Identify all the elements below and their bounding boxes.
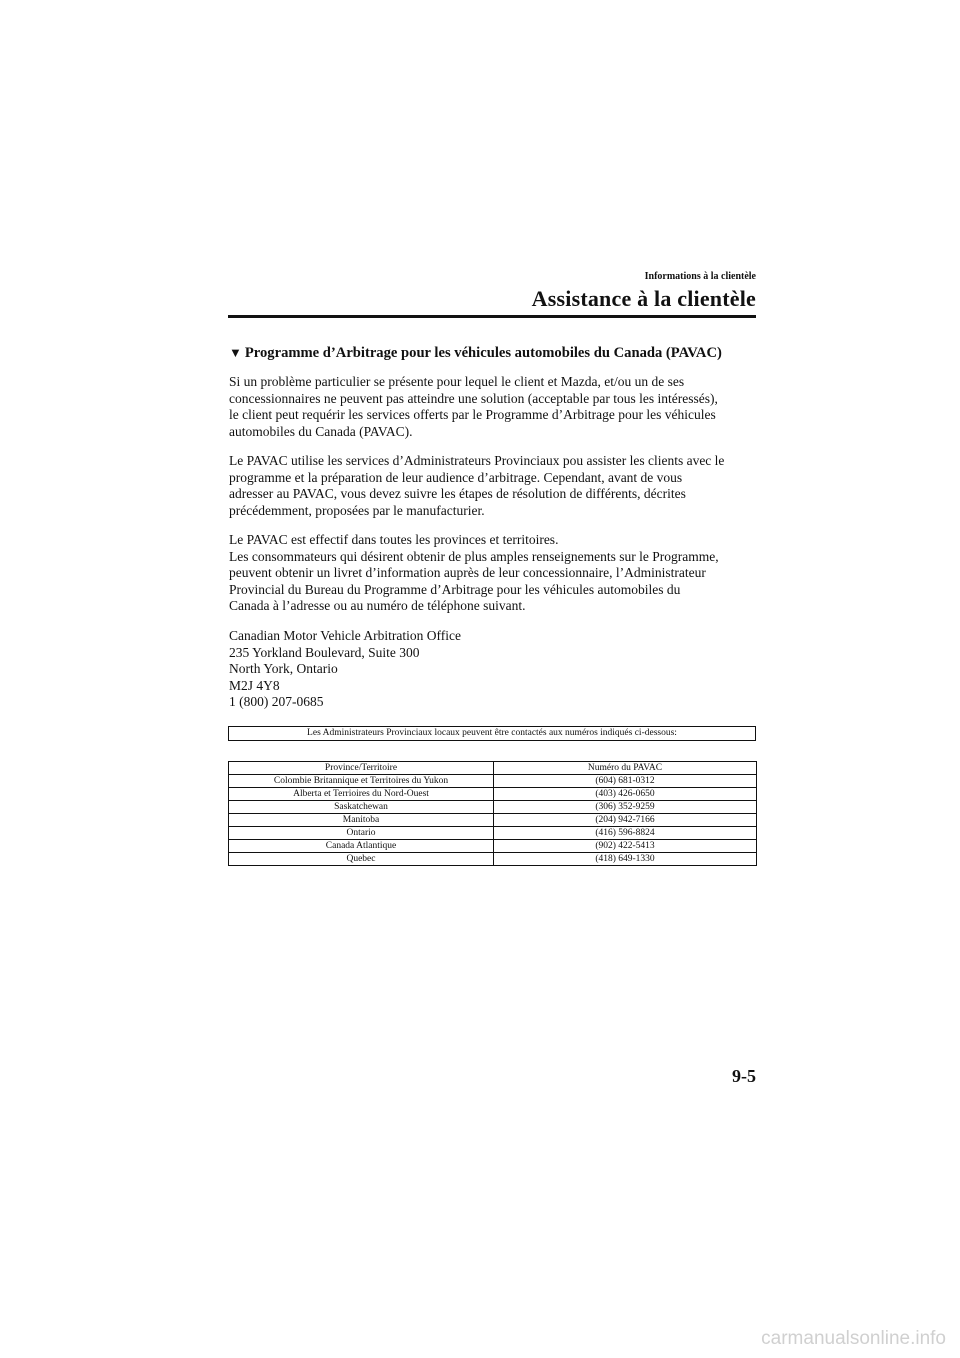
address-line: 235 Yorkland Boulevard, Suite 300 (229, 644, 420, 660)
triangle-marker-icon: ▼ (229, 345, 242, 360)
table-header-row (229, 762, 757, 775)
chapter-title: Assistance à la clientèle (531, 286, 756, 311)
text-line: concessionnaires ne peuvent pas atteindre une solution (acceptable par tous les intéressés), (229, 390, 718, 406)
phone-cell: (403) 426-0650 (494, 788, 757, 801)
paragraph-administrators (229, 453, 759, 519)
phone-cell: (902) 422-5413 (494, 840, 757, 853)
phone-cell: (416) 596-8824 (494, 827, 757, 840)
address-line: Canadian Motor Vehicle Arbitration Office (229, 628, 461, 643)
phone-cell: (204) 942-7166 (494, 814, 757, 827)
column-header-number: Numéro du PAVAC (494, 762, 757, 775)
text-line: programme et la préparation de leur audience d’arbitrage. Cependant, avant de vous (229, 469, 683, 485)
column-header-province: Province/Territoire (229, 762, 494, 775)
phone-line: 1 (800) 207-0685 (229, 694, 324, 710)
province-cell: Alberta et Terrioires du Nord-Ouest (229, 788, 494, 801)
text-line: automobiles du Canada (PAVAC). (229, 423, 413, 439)
province-cell: Colombie Britannique et Territoires du Yukon (229, 775, 494, 788)
text-line: adresser au PAVAC, vous devez suivre les étapes de résolution de différents, décrites (229, 486, 686, 502)
phone-cell: (306) 352-9259 (494, 801, 757, 814)
paragraph-info (229, 532, 759, 615)
province-cell: Ontario (229, 827, 494, 840)
text-line: précédemment, proposées par le manufacturier. (229, 502, 485, 518)
table-row (229, 827, 757, 840)
table-row (229, 840, 757, 853)
watermark: carmanualsonline.info (761, 1328, 946, 1349)
office-address (229, 628, 759, 711)
province-cell: Quebec (229, 853, 494, 866)
province-cell: Manitoba (229, 814, 494, 827)
text-line: peuvent obtenir un livret d’information auprès de leur concessionnaire, l’Administrateur (229, 565, 706, 581)
page-number: 9-5 (732, 1066, 756, 1086)
section-heading-text: Programme d’Arbitrage pour les véhicules automobiles du Canada (PAVAC) (244, 345, 722, 361)
text-line: Canada à l’adresse ou au numéro de téléphone suivant. (229, 598, 526, 614)
address-line: North York, Ontario (229, 661, 338, 677)
provincial-contacts-table (228, 761, 757, 866)
text-line: Si un problème particulier se présente pour lequel le client et Mazda, et/ou un de ses (229, 374, 685, 389)
table-row (229, 801, 757, 814)
text-line: Provincial du Bureau du Programme d’Arbitrage pour les véhicules automobiles du (229, 581, 681, 597)
address-line: M2J 4Y8 (229, 677, 280, 693)
text-line: Le PAVAC utilise les services d’Administrateurs Provinciaux pou assister les clients avec le (229, 453, 725, 468)
phone-cell: (418) 649-1330 (494, 853, 757, 866)
province-cell: Saskatchewan (229, 801, 494, 814)
section-heading (229, 345, 769, 362)
contact-note: Les Administrateurs Provinciaux locaux peuvent être contactés aux numéros indiqués ci-dessous: (228, 726, 756, 741)
table-row (229, 814, 757, 827)
table-row (229, 788, 757, 801)
province-cell: Canada Atlantique (229, 840, 494, 853)
table-row (229, 775, 757, 788)
header-rule (228, 315, 756, 318)
text-line: Le PAVAC est effectif dans toutes les provinces et territoires. (229, 532, 559, 547)
text-line: le client peut requérir les services offerts par le Programme d’Arbitrage pour les véhicules (229, 407, 716, 423)
section-label: Informations à la clientèle (644, 271, 756, 282)
table-row (229, 853, 757, 866)
paragraph-intro (229, 374, 759, 440)
phone-cell: (604) 681-0312 (494, 775, 757, 788)
text-line: Les consommateurs qui désirent obtenir de plus amples renseignements sur le Programme, (229, 548, 719, 564)
